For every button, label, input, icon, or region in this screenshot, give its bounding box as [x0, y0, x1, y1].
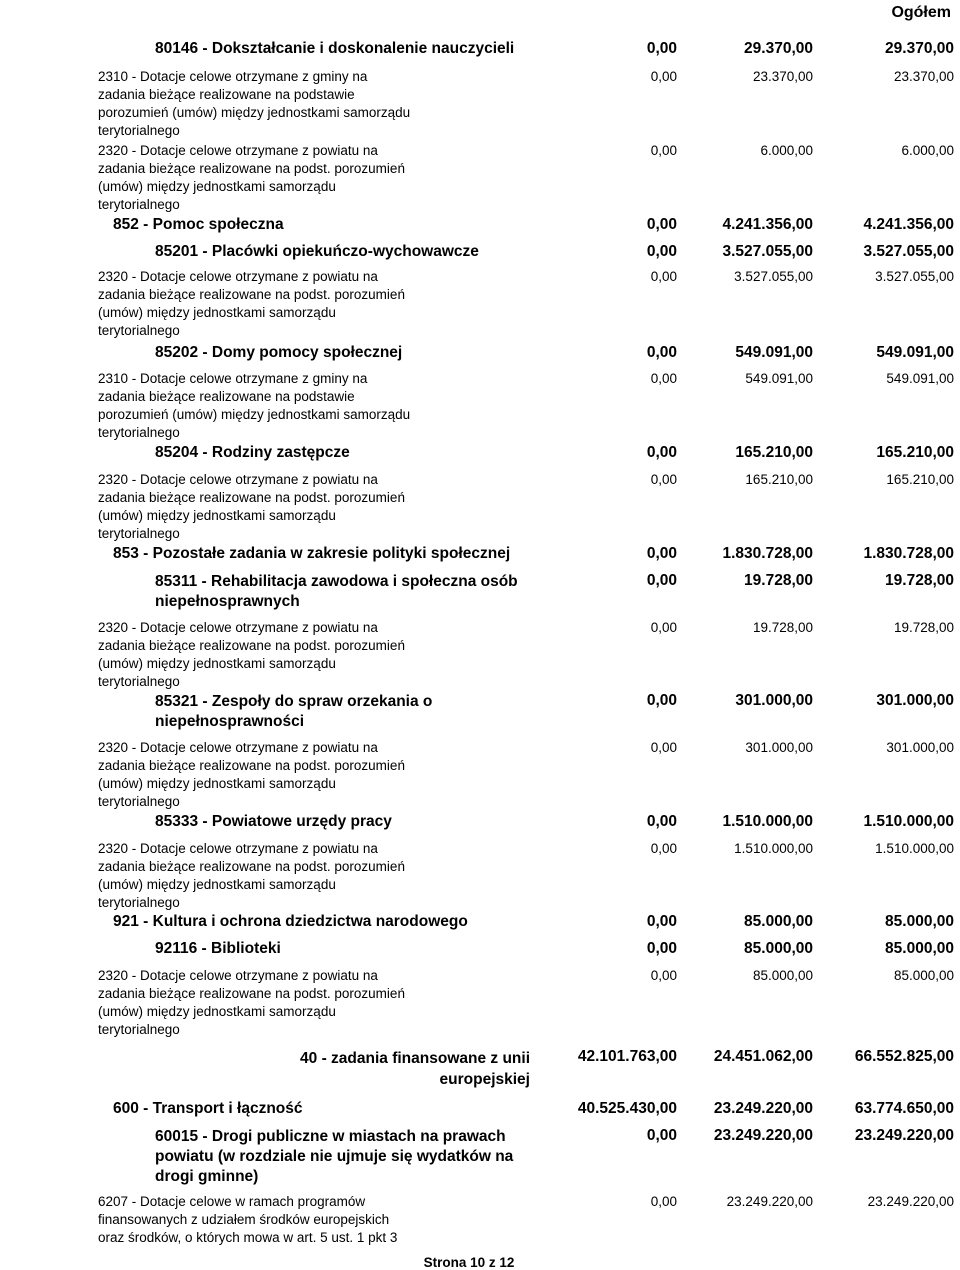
- row-label: 852 - Pomoc społeczna: [113, 216, 284, 233]
- value-col3: 19.728,00: [893, 620, 954, 635]
- row-label: 921 - Kultura i ochrona dziedzictwa narodowego: [113, 913, 468, 930]
- row-label: 600 - Transport i łączność: [113, 1100, 303, 1117]
- value-col3: 1.510.000,00: [863, 813, 954, 830]
- value-col2: 1.830.728,00: [722, 545, 813, 562]
- value-col1: 0,00: [650, 740, 677, 755]
- value-col1: 0,00: [646, 692, 677, 709]
- value-col1: 0,00: [650, 968, 677, 983]
- value-col2: 85.000,00: [744, 940, 813, 957]
- value-col3: 66.552.825,00: [854, 1048, 954, 1065]
- value-col1: 0,00: [650, 620, 677, 635]
- row-label: 2320 - Dotacje celowe otrzymane z powiatu na zadania bieżące realizowane na podst. porozumień (umów) między jednostkami samorządu terytorialnego: [98, 472, 405, 541]
- row-label: 40 - zadania finansowane z unii europejskiej: [300, 1050, 530, 1088]
- value-col1: 0,00: [646, 344, 677, 361]
- value-col2: 29.370,00: [744, 40, 813, 57]
- value-col2: 85.000,00: [744, 913, 813, 930]
- value-col2: 24.451.062,00: [713, 1048, 813, 1065]
- value-col1: 0,00: [646, 216, 677, 233]
- value-col2: 3.527.055,00: [722, 243, 813, 260]
- value-col1: 0,00: [650, 69, 677, 84]
- value-col1: 0,00: [646, 913, 677, 930]
- row-label: 6207 - Dotacje celowe w ramach programów finansowanych z udziałem środków europejskich oraz środków, o których mowa w art. 5 ust. 1 pkt 3: [98, 1194, 398, 1245]
- value-col3: 29.370,00: [885, 40, 954, 57]
- value-col1: 0,00: [646, 243, 677, 260]
- row-label: 85202 - Domy pomocy społecznej: [155, 344, 403, 361]
- value-col1: 0,00: [646, 1127, 677, 1144]
- value-col2: 549.091,00: [735, 344, 813, 361]
- value-col1: 40.525.430,00: [577, 1100, 677, 1117]
- value-col2: 19.728,00: [744, 572, 813, 589]
- value-col3: 301.000,00: [876, 692, 954, 709]
- value-col3: 19.728,00: [885, 572, 954, 589]
- value-col3: 85.000,00: [885, 913, 954, 930]
- value-col2: 23.249.220,00: [713, 1100, 813, 1117]
- value-col3: 23.370,00: [893, 69, 954, 84]
- row-label: 2320 - Dotacje celowe otrzymane z powiatu na zadania bieżące realizowane na podst. porozumień (umów) między jednostkami samorządu terytorialnego: [98, 968, 405, 1037]
- value-col1: 0,00: [650, 143, 677, 158]
- row-label: 85311 - Rehabilitacja zawodowa i społeczna osób niepełnosprawnych: [155, 573, 518, 610]
- value-col3: 85.000,00: [893, 968, 954, 983]
- row-label: 2320 - Dotacje celowe otrzymane z powiatu na zadania bieżące realizowane na podst. porozumień (umów) między jednostkami samorządu terytorialnego: [98, 740, 405, 809]
- value-col2: 301.000,00: [735, 692, 813, 709]
- value-col2: 23.370,00: [752, 69, 813, 84]
- value-col1: 0,00: [646, 940, 677, 957]
- value-col3: 165.210,00: [876, 444, 954, 461]
- value-col3: 3.527.055,00: [875, 269, 954, 284]
- value-col3: 63.774.650,00: [854, 1100, 954, 1117]
- value-col1: 0,00: [650, 371, 677, 386]
- row-label: 85321 - Zespoły do spraw orzekania o niepełnosprawności: [155, 693, 433, 730]
- value-col2: 165.210,00: [735, 444, 813, 461]
- value-col3: 23.249.220,00: [854, 1127, 954, 1144]
- value-col3: 4.241.356,00: [863, 216, 954, 233]
- value-col2: 4.241.356,00: [722, 216, 813, 233]
- value-col1: 0,00: [646, 572, 677, 589]
- value-col3: 3.527.055,00: [863, 243, 954, 260]
- column-header-total: Ogółem: [891, 4, 951, 21]
- row-label: 60015 - Drogi publiczne w miastach na prawach powiatu (w rozdziale nie ujmuje się wydatków na drogi gminne): [155, 1128, 514, 1185]
- row-label: 80146 - Dokształcanie i doskonalenie nauczycieli: [155, 40, 515, 57]
- value-col2: 23.249.220,00: [726, 1194, 813, 1209]
- row-label: 853 - Pozostałe zadania w zakresie polityki społecznej: [113, 545, 511, 562]
- value-col3: 301.000,00: [886, 740, 954, 755]
- value-col3: 1.510.000,00: [875, 841, 954, 856]
- value-col3: 549.091,00: [876, 344, 954, 361]
- value-col1: 0,00: [650, 472, 677, 487]
- value-col1: 0,00: [646, 545, 677, 562]
- value-col2: 165.210,00: [745, 472, 813, 487]
- row-label: 85333 - Powiatowe urzędy pracy: [155, 813, 392, 830]
- row-label: 2320 - Dotacje celowe otrzymane z powiatu na zadania bieżące realizowane na podst. porozumień (umów) między jednostkami samorządu terytorialnego: [98, 269, 405, 338]
- value-col2: 19.728,00: [752, 620, 813, 635]
- value-col2: 1.510.000,00: [722, 813, 813, 830]
- value-col1: 0,00: [646, 813, 677, 830]
- page-number: Strona 10 z 12: [423, 1255, 515, 1270]
- value-col1: 0,00: [650, 841, 677, 856]
- row-label: 85201 - Placówki opiekuńczo-wychowawcze: [155, 243, 479, 260]
- value-col3: 23.249.220,00: [867, 1194, 954, 1209]
- row-label: 2310 - Dotacje celowe otrzymane z gminy na zadania bieżące realizowane na podstawie porozumień (umów) między jednostkami samorządu terytorialnego: [98, 371, 411, 440]
- value-col2: 549.091,00: [745, 371, 813, 386]
- value-col1: 0,00: [650, 269, 677, 284]
- row-label: 2320 - Dotacje celowe otrzymane z powiatu na zadania bieżące realizowane na podst. porozumień (umów) między jednostkami samorządu terytorialnego: [98, 841, 405, 910]
- row-label: 2320 - Dotacje celowe otrzymane z powiatu na zadania bieżące realizowane na podst. porozumień (umów) między jednostkami samorządu terytorialnego: [98, 143, 405, 212]
- value-col2: 1.510.000,00: [734, 841, 813, 856]
- value-col2: 23.249.220,00: [713, 1127, 813, 1144]
- value-col3: 6.000,00: [901, 143, 954, 158]
- value-col3: 1.830.728,00: [863, 545, 954, 562]
- value-col1: 0,00: [646, 444, 677, 461]
- value-col3: 85.000,00: [885, 940, 954, 957]
- value-col3: 549.091,00: [886, 371, 954, 386]
- row-label: 92116 - Biblioteki: [155, 940, 281, 957]
- value-col2: 301.000,00: [745, 740, 813, 755]
- value-col2: 6.000,00: [760, 143, 813, 158]
- value-col3: 165.210,00: [886, 472, 954, 487]
- value-col1: 0,00: [650, 1194, 677, 1209]
- row-label: 85204 - Rodziny zastępcze: [155, 444, 350, 461]
- value-col1: 42.101.763,00: [577, 1048, 677, 1065]
- row-label: 2320 - Dotacje celowe otrzymane z powiatu na zadania bieżące realizowane na podst. porozumień (umów) między jednostkami samorządu terytorialnego: [98, 620, 405, 689]
- value-col1: 0,00: [646, 40, 677, 57]
- value-col2: 3.527.055,00: [734, 269, 813, 284]
- row-label: 2310 - Dotacje celowe otrzymane z gminy na zadania bieżące realizowane na podstawie porozumień (umów) między jednostkami samorządu terytorialnego: [98, 69, 411, 138]
- value-col2: 85.000,00: [752, 968, 813, 983]
